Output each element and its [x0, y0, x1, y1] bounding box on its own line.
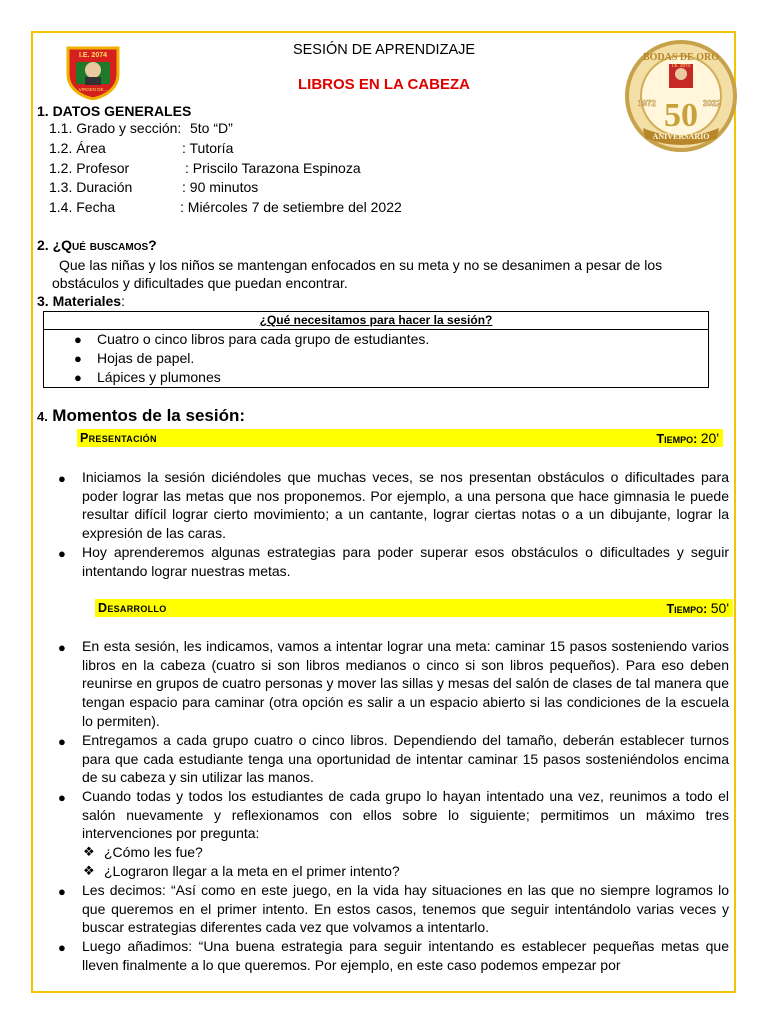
row-area-value: : Tutoría: [182, 140, 234, 156]
row-grado-label: 1.1. Grado y sección:: [49, 120, 182, 136]
section3-colon: :: [121, 293, 125, 309]
seal-arc-text: BODAS DE ORO: [642, 52, 720, 63]
desarrollo-paragraph-1: En esta sesión, les indicamos, vamos a intentar lograr una meta: caminar 15 pasos sosteniendo varios libros en la cabeza (cuatro si son libros medianos o cinco si son libros pequeños). Para eso deben reunirse en grupos de cuatro personas y mover las sillas y mesas del salón de clases de tal manera que tengan espacio para caminar (otra opción es salir a un espacio abierto si las condiciones de la escuela lo permiten).: [82, 638, 729, 729]
row-duracion-value: : 90 minutos: [182, 179, 259, 195]
row-profesor-label: 1.2. Profesor: [49, 160, 130, 176]
seal-number: 50: [664, 97, 698, 134]
materials-item: Hojas de papel.: [97, 350, 195, 366]
row-fecha-label: 1.4. Fecha: [49, 199, 116, 215]
row-grado-value: 5to “D”: [190, 120, 233, 136]
bullet-icon: ●: [58, 940, 66, 955]
desarrollo-time: [666, 600, 729, 616]
presentacion-time-label: Tiempo:: [656, 432, 698, 446]
section2-number: 2.: [37, 237, 49, 253]
section2-line-1: Que las niñas y los niños se mantengan enfocados en su meta y no se desanimen a pesar de los: [59, 257, 663, 273]
row-profesor-value: : Priscilo Tarazona Espinoza: [185, 160, 361, 176]
section3-number: 3.: [37, 293, 49, 309]
question-item: ¿Lograron llegar a la meta en el primer intento?: [104, 863, 400, 879]
section4-heading: [37, 406, 245, 426]
section2-title: ¿Qué buscamos?: [52, 237, 157, 253]
presentacion-time: [656, 430, 719, 446]
bullet-icon: ●: [74, 332, 82, 347]
desarrollo-time-value: 50': [710, 600, 729, 616]
shield-bottom-text: VIRGEN DE...: [78, 87, 108, 92]
diamond-bullet-icon: ❖: [83, 863, 95, 878]
bullet-icon: ●: [74, 351, 82, 366]
section4-title: Momentos de la sesión:: [52, 406, 245, 425]
seal-year-right: 2022: [703, 99, 721, 108]
presentacion-paragraph-2: Hoy aprenderemos algunas estrategias para poder superar esos obstáculos o dificultades y seguir intentando lograr nuestras metas.: [82, 544, 729, 579]
document-title: SESIÓN DE APRENDIZAJE: [292, 42, 476, 58]
bullet-icon: ●: [58, 884, 66, 899]
row-duracion-label: 1.3. Duración: [49, 179, 133, 195]
desarrollo-paragraph-3: Cuando todas y todos los estudiantes de cada grupo lo hayan intentado una vez, reunimos a todo el salón nuevamente y reflexionamos con ellos sobre lo siguiente; permitimos un máximo tres intervenciones por pregunta:: [82, 788, 729, 842]
section3-title: Materiales: [52, 293, 122, 309]
desarrollo-paragraph-5: Luego añadimos: “Una buena estrategia para seguir intentando es establecer pequeñas metas que lleven finalmente a lo que queremos. Por ejemplo, en este caso podemos empezar por: [82, 938, 729, 973]
seal-ribbon-text: ANIVERSARIO: [652, 132, 710, 141]
materials-table-header: [44, 312, 708, 330]
presentacion-label: Presentación: [80, 431, 157, 445]
bullet-icon: ●: [74, 370, 82, 385]
bullet-icon: ●: [58, 640, 66, 655]
desarrollo-paragraph-2: Entregamos a cada grupo cuatro o cinco libros. Dependiendo del tamaño, deberán establecer turnos para que cada estudiante tenga una oportunidad de intentar caminar 15 pasos sosteniéndolos encima de su cabeza y sin utilizar las manos.: [82, 732, 729, 786]
question-item: ¿Cómo les fue?: [104, 844, 203, 860]
materials-table: [43, 311, 709, 388]
diamond-bullet-icon: ❖: [83, 844, 95, 859]
session-title: LIBROS EN LA CABEZA: [298, 76, 470, 93]
row-fecha-value: : Miércoles 7 de setiembre del 2022: [180, 199, 402, 215]
presentacion-time-value: 20': [700, 430, 719, 446]
bullet-icon: ●: [58, 734, 66, 749]
bullet-icon: ●: [58, 790, 66, 805]
desarrollo-time-label: Tiempo:: [666, 602, 708, 616]
presentacion-paragraph-1: Iniciamos la sesión diciéndoles que muchas veces, se nos presentan obstáculos o dificultades para poder lograr las metas que nos proponemos. Por ejemplo, a una persona que hace gimnasia le puede resultar difícil lograr cierto movimiento; a un cantante, lograr ciertas notas o a un dibujante, lograr la expresión de las caras.: [82, 469, 729, 542]
desarrollo-label: Desarrollo: [98, 601, 167, 615]
shield-top-text: I.E. 2074: [78, 52, 108, 59]
section2-heading: [37, 237, 157, 253]
bullet-icon: ●: [58, 546, 66, 561]
materials-item: Lápices y plumones: [97, 369, 221, 385]
section1-heading: 1. DATOS GENERALES: [37, 103, 192, 119]
section3-heading: [37, 293, 125, 309]
seal-year-left: 1972: [638, 99, 656, 108]
seal-inner-text: I.E. 2074: [671, 63, 691, 68]
desarrollo-paragraph-4: Les decimos: “Así como en este juego, en la vida hay situaciones en las que no siempre logramos lo que queremos en el primer intento. En estos casos, tenemos que seguir intentándolo varias veces y buscar estrategias diferentes cada vez que volvamos a intentarlo.: [82, 882, 729, 936]
row-area-label: 1.2. Área: [49, 140, 106, 156]
section2-line-2: obstáculos y dificultades que puedan encontrar.: [52, 275, 348, 291]
materials-item: Cuatro o cinco libros para cada grupo de estudiantes.: [97, 331, 430, 347]
materials-table-header-text: ¿Qué necesitamos para hacer la sesión?: [259, 313, 493, 327]
desarrollo-bar: [95, 599, 733, 617]
section4-number: 4.: [37, 409, 48, 424]
presentacion-bar: [77, 429, 723, 447]
bullet-icon: ●: [58, 471, 66, 486]
